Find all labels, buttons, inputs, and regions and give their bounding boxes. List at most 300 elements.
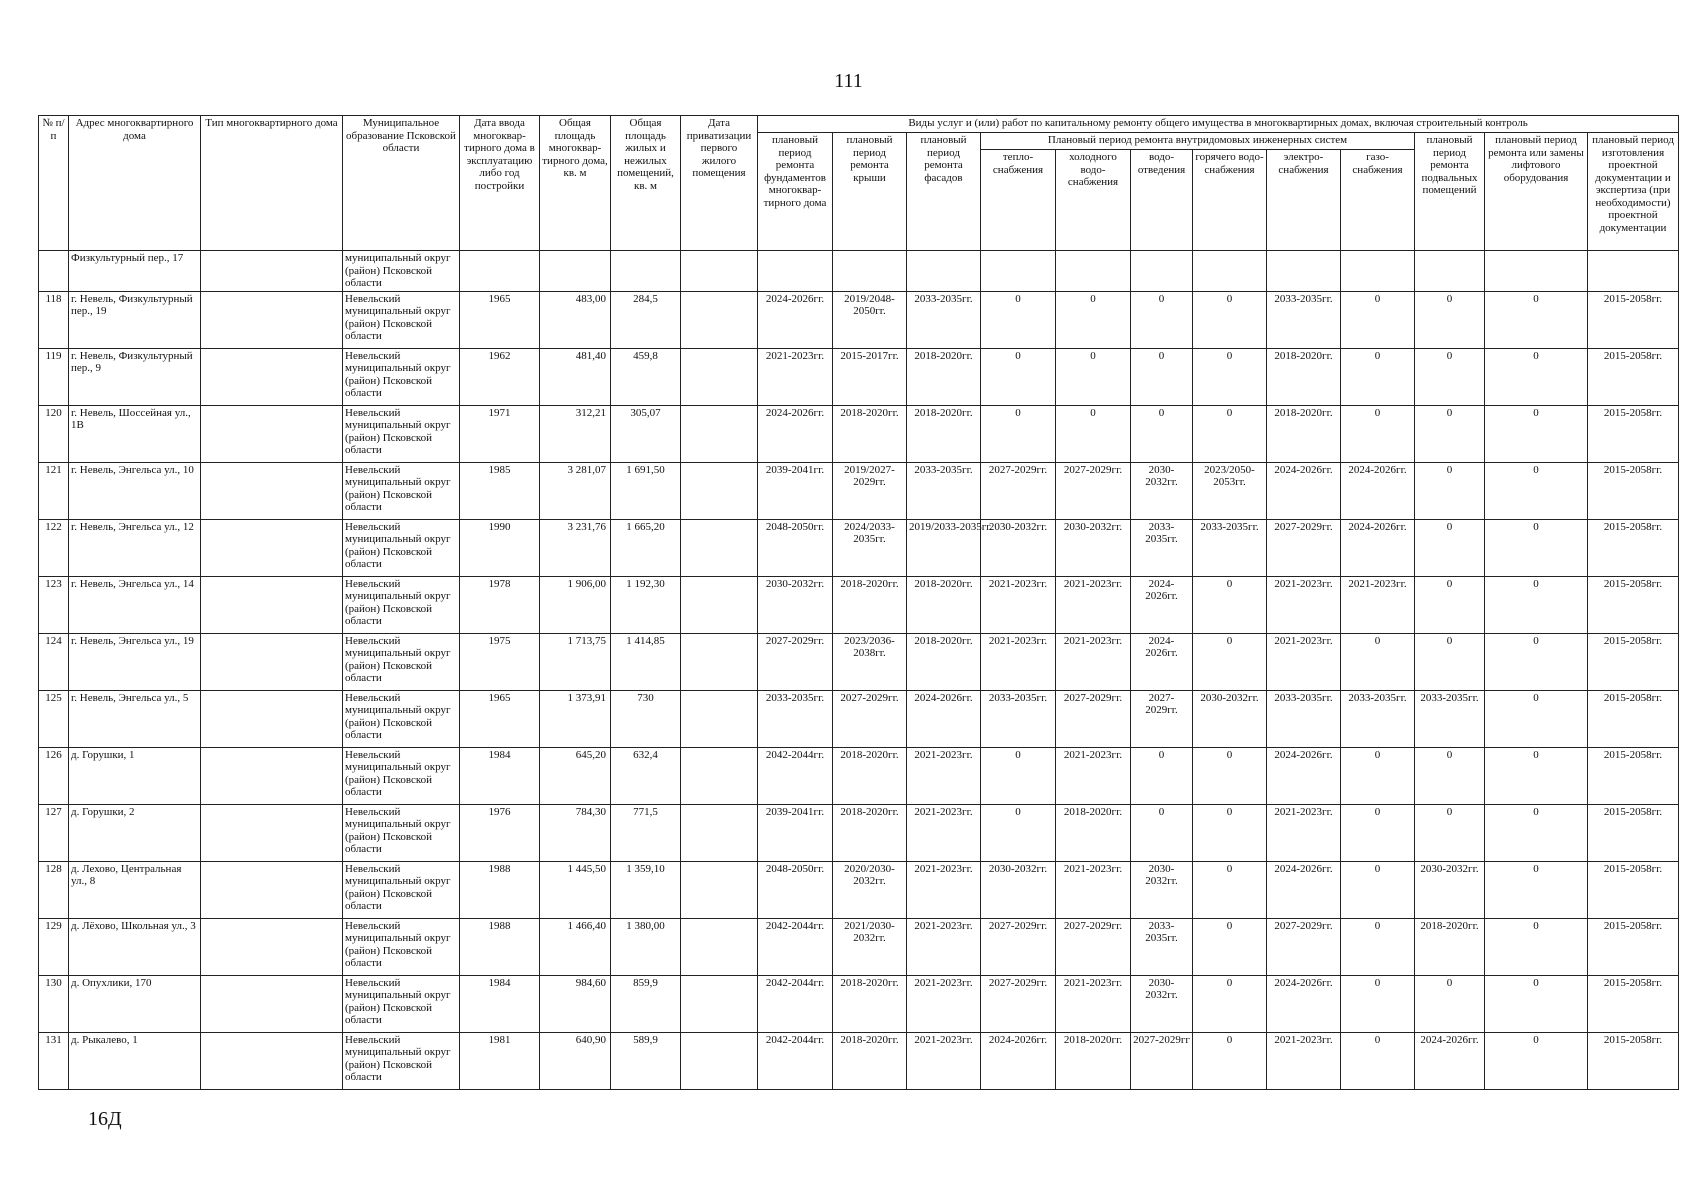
- cell-heat: 2024-2026гг.: [981, 1032, 1056, 1089]
- cell-cold-water: 0: [1056, 291, 1131, 348]
- cell-facade: 2018-2020гг.: [907, 633, 981, 690]
- cell-year: 1988: [460, 861, 540, 918]
- cell-electricity: 2024-2026гг.: [1267, 975, 1341, 1032]
- cell-address: д. Лёхово, Школьная ул., 3: [69, 918, 201, 975]
- cell-year: 1990: [460, 519, 540, 576]
- cell-municipality: Невельский муниципальный округ (район) Псковской области: [343, 747, 460, 804]
- cell-cold-water: 2030-2032гг.: [1056, 519, 1131, 576]
- cell-municipality: Невельский муниципальный округ (район) Псковской области: [343, 975, 460, 1032]
- cell-living-area: 305,07: [611, 405, 681, 462]
- cell-gas: 0: [1341, 405, 1415, 462]
- cell-privatization-date: [681, 576, 758, 633]
- cell-design-docs: 2015-2058гг.: [1588, 1032, 1679, 1089]
- table-row-continuation: [39, 251, 1679, 292]
- cell-drainage: 2027-2029гг.: [1131, 690, 1193, 747]
- cell-design-docs: 2015-2058гг.: [1588, 405, 1679, 462]
- cell-type: [201, 348, 343, 405]
- cell-num: 130: [39, 975, 69, 1032]
- cell-privatization-date: [681, 519, 758, 576]
- cell-hot-water: 0: [1193, 348, 1267, 405]
- cell-gas: 2024-2026гг.: [1341, 462, 1415, 519]
- cell-living-area: 459,8: [611, 348, 681, 405]
- cell-address: д. Горушки, 2: [69, 804, 201, 861]
- header-privatization-date: Дата приватизации первого жилого помещения: [681, 116, 758, 251]
- cell-total-area: 1 713,75: [540, 633, 611, 690]
- cell-gas: 2033-2035гг.: [1341, 690, 1415, 747]
- cell-privatization-date: [681, 462, 758, 519]
- cell-municipality: Невельский муниципальный округ (район) Псковской области: [343, 405, 460, 462]
- cell-roof: 2021/2030-2032гг.: [833, 918, 907, 975]
- cell-municipality: Невельский муниципальный округ (район) Псковской области: [343, 291, 460, 348]
- cell-privatization-date: [681, 861, 758, 918]
- header-works-group: Виды услуг и (или) работ по капитальному ремонту общего имущества в многоквартирных домах, включая строительный контроль: [758, 116, 1679, 133]
- table-row: [39, 405, 1679, 462]
- cell-drainage: 2033-2035гг.: [1131, 918, 1193, 975]
- cell-privatization-date: [681, 975, 758, 1032]
- header-engineering-group: Плановый период ремонта внутридомовых инженерных систем: [981, 133, 1415, 150]
- cell-elevator: 0: [1485, 576, 1588, 633]
- cell-privatization-date: [681, 804, 758, 861]
- cell-foundation: 2030-2032гг.: [758, 576, 833, 633]
- cell-num: 124: [39, 633, 69, 690]
- cell-electricity: 2021-2023гг.: [1267, 633, 1341, 690]
- cell-living-area: 1 414,85: [611, 633, 681, 690]
- cell-elevator: 0: [1485, 462, 1588, 519]
- cell-living-area: 632,4: [611, 747, 681, 804]
- header-cold-water: холодного водо-снабжения: [1056, 150, 1131, 251]
- cell-facade: 2024-2026гг.: [907, 690, 981, 747]
- cell-type: [201, 291, 343, 348]
- cell-privatization-date: [681, 633, 758, 690]
- cell-electricity: 2021-2023гг.: [1267, 804, 1341, 861]
- cell-cold-water: 0: [1056, 348, 1131, 405]
- cell-heat: 2033-2035гг.: [981, 690, 1056, 747]
- table-row: [39, 348, 1679, 405]
- cell-gas: 0: [1341, 804, 1415, 861]
- cell-total-area: 640,90: [540, 1032, 611, 1089]
- cell-privatization-date: [681, 348, 758, 405]
- cell-address: д. Горушки, 1: [69, 747, 201, 804]
- cell-basement: 0: [1415, 804, 1485, 861]
- cell-drainage: 0: [1131, 291, 1193, 348]
- cell-cold-water: 2021-2023гг.: [1056, 747, 1131, 804]
- cell-foundation: 2024-2026гг.: [758, 405, 833, 462]
- cell-roof: 2018-2020гг.: [833, 747, 907, 804]
- capital-repair-table: [38, 115, 1679, 1090]
- cell-num: 128: [39, 861, 69, 918]
- cell-type: [201, 1032, 343, 1089]
- cell-design-docs: 2015-2058гг.: [1588, 291, 1679, 348]
- cell-drainage: 2033-2035гг.: [1131, 519, 1193, 576]
- cell-facade: 2018-2020гг.: [907, 576, 981, 633]
- cell-design-docs: 2015-2058гг.: [1588, 519, 1679, 576]
- cell-facade: 2018-2020гг.: [907, 405, 981, 462]
- cell-roof: 2020/2030-2032гг.: [833, 861, 907, 918]
- cell-num: 125: [39, 690, 69, 747]
- header-elevator: плановый период ремонта или замены лифтового оборудования: [1485, 133, 1588, 251]
- header-address: Адрес многоквартирного дома: [69, 116, 201, 251]
- cell-type: [201, 405, 343, 462]
- cell-gas: 0: [1341, 633, 1415, 690]
- cell-electricity: 2024-2026гг.: [1267, 747, 1341, 804]
- cell-roof: 2024/2033-2035гг.: [833, 519, 907, 576]
- cell-living-area: 1 359,10: [611, 861, 681, 918]
- cell-num: 119: [39, 348, 69, 405]
- cell-total-area: 3 231,76: [540, 519, 611, 576]
- table-row: [39, 633, 1679, 690]
- cell-municipality: Невельский муниципальный округ (район) Псковской области: [343, 576, 460, 633]
- cell-gas: 0: [1341, 1032, 1415, 1089]
- cell-basement: 0: [1415, 519, 1485, 576]
- cell-facade: 2033-2035гг.: [907, 291, 981, 348]
- cell-address: г. Невель, Энгельса ул., 5: [69, 690, 201, 747]
- header-foundation: плановый период ремонта фундаментов многоквар-тирного дома: [758, 133, 833, 251]
- cell-living-area: 1 665,20: [611, 519, 681, 576]
- cell-municipality: Невельский муниципальный округ (район) Псковской области: [343, 861, 460, 918]
- cell-foundation: 2039-2041гг.: [758, 462, 833, 519]
- cell-address: д. Лехово, Центральная ул., 8: [69, 861, 201, 918]
- cell-num: [39, 251, 69, 292]
- cell-hot-water: 0: [1193, 861, 1267, 918]
- cell-hot-water: 0: [1193, 633, 1267, 690]
- cell-heat: 0: [981, 291, 1056, 348]
- cell-foundation: 2021-2023гг.: [758, 348, 833, 405]
- cell-heat: 2030-2032гг.: [981, 519, 1056, 576]
- cell-drainage: 2030-2032гг.: [1131, 975, 1193, 1032]
- cell-living-area: 589,9: [611, 1032, 681, 1089]
- cell-foundation: 2048-2050гг.: [758, 519, 833, 576]
- cell-electricity: 2021-2023гг.: [1267, 1032, 1341, 1089]
- cell-roof: 2015-2017гг.: [833, 348, 907, 405]
- header-hot-water: горячего водо-снабжения: [1193, 150, 1267, 251]
- cell-gas: 0: [1341, 861, 1415, 918]
- cell-basement: 0: [1415, 462, 1485, 519]
- cell-total-area: 3 281,07: [540, 462, 611, 519]
- cell-roof: 2023/2036-2038гг.: [833, 633, 907, 690]
- header-heat: тепло-снабжения: [981, 150, 1056, 251]
- cell-foundation: 2048-2050гг.: [758, 861, 833, 918]
- cell-living-area: 859,9: [611, 975, 681, 1032]
- cell-num: 127: [39, 804, 69, 861]
- cell-facade: 2021-2023гг.: [907, 861, 981, 918]
- header-design-docs: плановый период изготовления проектной документации и экспертиза (при необходимости) проектной документации: [1588, 133, 1679, 251]
- cell-address: г. Невель, Физкультурный пер., 19: [69, 291, 201, 348]
- cell-year: 1965: [460, 291, 540, 348]
- table-header: [39, 116, 1679, 251]
- cell-foundation: 2033-2035гг.: [758, 690, 833, 747]
- cell-hot-water: 0: [1193, 405, 1267, 462]
- cell-roof: 2018-2020гг.: [833, 1032, 907, 1089]
- cell-heat: 0: [981, 747, 1056, 804]
- cell-elevator: 0: [1485, 804, 1588, 861]
- table-row: [39, 804, 1679, 861]
- cell-drainage: 0: [1131, 804, 1193, 861]
- cell-heat: 2027-2029гг.: [981, 975, 1056, 1032]
- cell-hot-water: 2033-2035гг.: [1193, 519, 1267, 576]
- cell-basement: 2030-2032гг.: [1415, 861, 1485, 918]
- cell-num: 120: [39, 405, 69, 462]
- cell-basement: 0: [1415, 633, 1485, 690]
- cell-drainage: 2024-2026гг.: [1131, 576, 1193, 633]
- cell-roof: 2019/2048-2050гг.: [833, 291, 907, 348]
- cell-elevator: 0: [1485, 519, 1588, 576]
- cell-type: [201, 747, 343, 804]
- cell-total-area: 1 466,40: [540, 918, 611, 975]
- header-commission-date: Дата ввода многоквар-тирного дома в эксплуатацию либо год постройки: [460, 116, 540, 251]
- cell-foundation: 2042-2044гг.: [758, 747, 833, 804]
- cell-facade: 2019/2033-2035гг.: [907, 519, 981, 576]
- cell-num: 118: [39, 291, 69, 348]
- cell-privatization-date: [681, 747, 758, 804]
- cell-type: [201, 690, 343, 747]
- cell-facade: 2033-2035гг.: [907, 462, 981, 519]
- cell-facade: 2018-2020гг.: [907, 348, 981, 405]
- cell-foundation: 2042-2044гг.: [758, 918, 833, 975]
- cell-heat: 2021-2023гг.: [981, 576, 1056, 633]
- cell-num: 121: [39, 462, 69, 519]
- header-roof: плановый период ремонта крыши: [833, 133, 907, 251]
- cell-basement: 2024-2026гг.: [1415, 1032, 1485, 1089]
- cell-heat: 2021-2023гг.: [981, 633, 1056, 690]
- table-row: [39, 1032, 1679, 1089]
- cell-municipality: Невельский муниципальный округ (район) Псковской области: [343, 348, 460, 405]
- cell-living-area: 1 192,30: [611, 576, 681, 633]
- cell-year: 1984: [460, 747, 540, 804]
- cell-roof: 2018-2020гг.: [833, 804, 907, 861]
- table-row: [39, 918, 1679, 975]
- cell-year: 1985: [460, 462, 540, 519]
- cell-num: 122: [39, 519, 69, 576]
- cell-address: д. Опухлики, 170: [69, 975, 201, 1032]
- cell-gas: 0: [1341, 348, 1415, 405]
- cell-basement: 0: [1415, 747, 1485, 804]
- cell-privatization-date: [681, 405, 758, 462]
- cell-hot-water: 0: [1193, 975, 1267, 1032]
- cell-electricity: 2024-2026гг.: [1267, 462, 1341, 519]
- cell-address: д. Рыкалево, 1: [69, 1032, 201, 1089]
- header-facade: плановый период ремонта фасадов: [907, 133, 981, 251]
- cell-hot-water: 0: [1193, 1032, 1267, 1089]
- header-drainage: водо-отведения: [1131, 150, 1193, 251]
- cell-drainage: 2024-2026гг.: [1131, 633, 1193, 690]
- table-row: [39, 291, 1679, 348]
- header-gas: газо-снабжения: [1341, 150, 1415, 251]
- cell-elevator: 0: [1485, 975, 1588, 1032]
- cell-year: 1978: [460, 576, 540, 633]
- cell-year: 1962: [460, 348, 540, 405]
- page-number: 111: [834, 70, 863, 92]
- cell-address: Физкультурный пер., 17: [69, 251, 201, 292]
- cell-foundation: 2027-2029гг.: [758, 633, 833, 690]
- cell-type: [201, 975, 343, 1032]
- table-row: [39, 861, 1679, 918]
- cell-hot-water: 2030-2032гг.: [1193, 690, 1267, 747]
- cell-facade: 2021-2023гг.: [907, 1032, 981, 1089]
- cell-address: г. Невель, Энгельса ул., 10: [69, 462, 201, 519]
- cell-type: [201, 861, 343, 918]
- cell-type: [201, 804, 343, 861]
- cell-total-area: 1 445,50: [540, 861, 611, 918]
- cell-living-area: 771,5: [611, 804, 681, 861]
- cell-cold-water: 2018-2020гг.: [1056, 804, 1131, 861]
- cell-type: [201, 519, 343, 576]
- cell-total-area: 1 906,00: [540, 576, 611, 633]
- cell-design-docs: 2015-2058гг.: [1588, 348, 1679, 405]
- cell-design-docs: 2015-2058гг.: [1588, 633, 1679, 690]
- cell-living-area: 1 691,50: [611, 462, 681, 519]
- cell-elevator: 0: [1485, 861, 1588, 918]
- cell-basement: 0: [1415, 975, 1485, 1032]
- cell-drainage: 2027-2029гг: [1131, 1032, 1193, 1089]
- cell-num: 126: [39, 747, 69, 804]
- cell-year: 1981: [460, 1032, 540, 1089]
- header-electricity: электро-снабжения: [1267, 150, 1341, 251]
- cell-privatization-date: [681, 291, 758, 348]
- table-row: [39, 690, 1679, 747]
- cell-heat: 0: [981, 804, 1056, 861]
- cell-hot-water: 0: [1193, 576, 1267, 633]
- cell-basement: 2033-2035гг.: [1415, 690, 1485, 747]
- cell-privatization-date: [681, 690, 758, 747]
- cell-municipality: Невельский муниципальный округ (район) Псковской области: [343, 804, 460, 861]
- cell-electricity: 2018-2020гг.: [1267, 348, 1341, 405]
- cell-municipality: Невельский муниципальный округ (район) Псковской области: [343, 633, 460, 690]
- cell-facade: 2021-2023гг.: [907, 918, 981, 975]
- header-basement: плановый период ремонта подвальных помещений: [1415, 133, 1485, 251]
- cell-design-docs: 2015-2058гг.: [1588, 804, 1679, 861]
- cell-address: г. Невель, Шоссейная ул., 1В: [69, 405, 201, 462]
- cell-elevator: 0: [1485, 747, 1588, 804]
- cell-gas: 2021-2023гг.: [1341, 576, 1415, 633]
- cell-design-docs: 2015-2058гг.: [1588, 975, 1679, 1032]
- cell-roof: 2019/2027-2029гг.: [833, 462, 907, 519]
- cell-facade: 2021-2023гг.: [907, 975, 981, 1032]
- cell-living-area: 1 380,00: [611, 918, 681, 975]
- cell-privatization-date: [681, 1032, 758, 1089]
- cell-electricity: 2024-2026гг.: [1267, 861, 1341, 918]
- cell-elevator: 0: [1485, 348, 1588, 405]
- cell-total-area: 483,00: [540, 291, 611, 348]
- cell-living-area: 284,5: [611, 291, 681, 348]
- cell-facade: 2021-2023гг.: [907, 747, 981, 804]
- cell-hot-water: 0: [1193, 291, 1267, 348]
- cell-heat: 0: [981, 348, 1056, 405]
- cell-type: [201, 462, 343, 519]
- cell-cold-water: 2027-2029гг.: [1056, 918, 1131, 975]
- table-row: [39, 576, 1679, 633]
- cell-design-docs: 2015-2058гг.: [1588, 462, 1679, 519]
- cell-year: 1965: [460, 690, 540, 747]
- cell-foundation: 2042-2044гг.: [758, 975, 833, 1032]
- cell-municipality: Невельский муниципальный округ (район) Псковской области: [343, 519, 460, 576]
- header-living-area: Общая площадь жилых и нежилых помещений, кв. м: [611, 116, 681, 251]
- cell-address: г. Невель, Физкультурный пер., 9: [69, 348, 201, 405]
- cell-elevator: 0: [1485, 291, 1588, 348]
- cell-address: г. Невель, Энгельса ул., 19: [69, 633, 201, 690]
- cell-total-area: 481,40: [540, 348, 611, 405]
- cell-cold-water: 2021-2023гг.: [1056, 633, 1131, 690]
- cell-year: 1975: [460, 633, 540, 690]
- cell-living-area: 730: [611, 690, 681, 747]
- cell-basement: 0: [1415, 348, 1485, 405]
- cell-elevator: 0: [1485, 405, 1588, 462]
- cell-basement: 0: [1415, 291, 1485, 348]
- cell-municipality: Невельский муниципальный округ (район) Псковской области: [343, 690, 460, 747]
- cell-year: 1984: [460, 975, 540, 1032]
- cell-design-docs: 2015-2058гг.: [1588, 861, 1679, 918]
- cell-heat: 2027-2029гг.: [981, 462, 1056, 519]
- cell-gas: 2024-2026гг.: [1341, 519, 1415, 576]
- table-row: [39, 975, 1679, 1032]
- cell-cold-water: 2027-2029гг.: [1056, 690, 1131, 747]
- cell-facade: 2021-2023гг.: [907, 804, 981, 861]
- cell-cold-water: 2027-2029гг.: [1056, 462, 1131, 519]
- cell-design-docs: 2015-2058гг.: [1588, 576, 1679, 633]
- cell-drainage: 2030-2032гг.: [1131, 861, 1193, 918]
- cell-roof: 2018-2020гг.: [833, 405, 907, 462]
- cell-drainage: 2030-2032гг.: [1131, 462, 1193, 519]
- cell-electricity: 2018-2020гг.: [1267, 405, 1341, 462]
- cell-total-area: 1 373,91: [540, 690, 611, 747]
- cell-hot-water: 0: [1193, 918, 1267, 975]
- cell-cold-water: 2021-2023гг.: [1056, 975, 1131, 1032]
- cell-design-docs: 2015-2058гг.: [1588, 918, 1679, 975]
- cell-elevator: 0: [1485, 918, 1588, 975]
- cell-total-area: 645,20: [540, 747, 611, 804]
- cell-year: 1971: [460, 405, 540, 462]
- cell-cold-water: 2021-2023гг.: [1056, 861, 1131, 918]
- cell-electricity: 2027-2029гг.: [1267, 918, 1341, 975]
- cell-basement: 2018-2020гг.: [1415, 918, 1485, 975]
- cell-total-area: 784,30: [540, 804, 611, 861]
- cell-roof: 2018-2020гг.: [833, 576, 907, 633]
- header-municipality: Муниципальное образование Псковской области: [343, 116, 460, 251]
- cell-num: 131: [39, 1032, 69, 1089]
- cell-roof: 2027-2029гг.: [833, 690, 907, 747]
- cell-hot-water: 0: [1193, 804, 1267, 861]
- header-total-area: Общая площадь многоквар-тирного дома, кв. м: [540, 116, 611, 251]
- cell-heat: 2030-2032гг.: [981, 861, 1056, 918]
- cell-foundation: 2039-2041гг.: [758, 804, 833, 861]
- cell-num: 129: [39, 918, 69, 975]
- cell-type: [201, 251, 343, 292]
- cell-municipality: Невельский муниципальный округ (район) Псковской области: [343, 918, 460, 975]
- cell-elevator: 0: [1485, 1032, 1588, 1089]
- cell-type: [201, 633, 343, 690]
- cell-design-docs: 2015-2058гг.: [1588, 690, 1679, 747]
- cell-municipality: Невельский муниципальный округ (район) Псковской области: [343, 1032, 460, 1089]
- cell-gas: 0: [1341, 747, 1415, 804]
- cell-roof: 2018-2020гг.: [833, 975, 907, 1032]
- cell-basement: 0: [1415, 576, 1485, 633]
- cell-type: [201, 576, 343, 633]
- cell-hot-water: 0: [1193, 747, 1267, 804]
- table-row: [39, 747, 1679, 804]
- cell-foundation: 2042-2044гг.: [758, 1032, 833, 1089]
- cell-elevator: 0: [1485, 633, 1588, 690]
- cell-foundation: 2024-2026гг.: [758, 291, 833, 348]
- cell-drainage: 0: [1131, 747, 1193, 804]
- table-body: [39, 251, 1679, 1090]
- cell-privatization-date: [681, 918, 758, 975]
- cell-municipality: муниципальный округ (район) Псковской области: [343, 251, 460, 292]
- table-row: [39, 462, 1679, 519]
- cell-total-area: 984,60: [540, 975, 611, 1032]
- cell-gas: 0: [1341, 291, 1415, 348]
- cell-design-docs: 2015-2058гг.: [1588, 747, 1679, 804]
- cell-electricity: 2033-2035гг.: [1267, 291, 1341, 348]
- cell-elevator: 0: [1485, 690, 1588, 747]
